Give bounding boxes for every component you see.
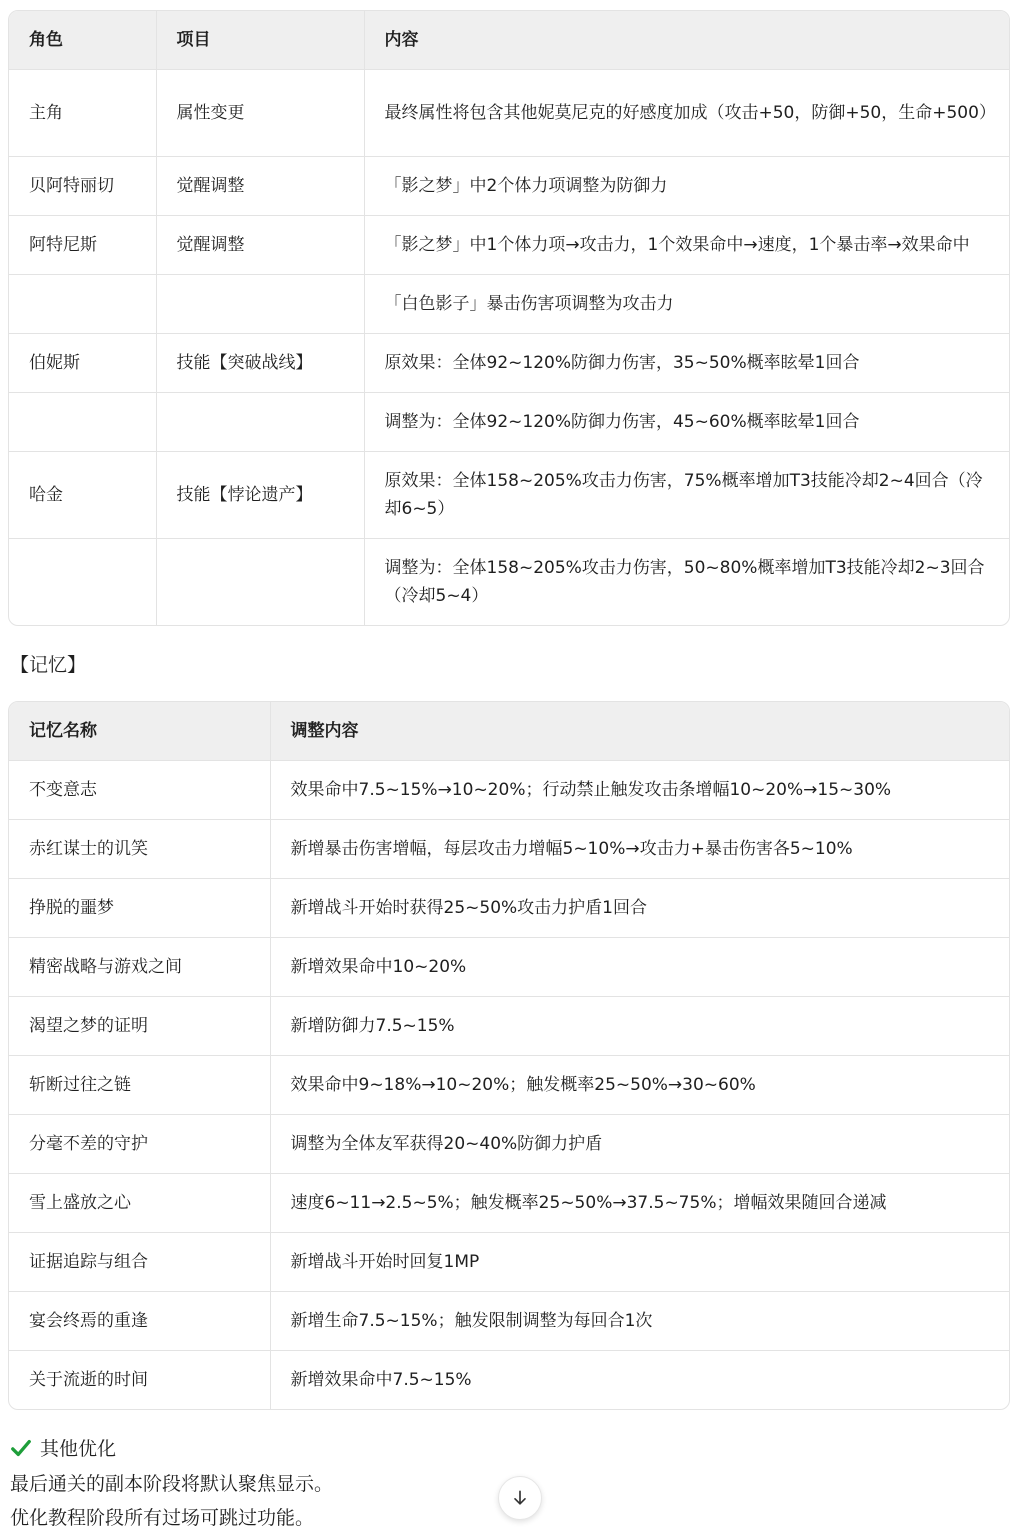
table-row [9, 393, 1009, 452]
header-adjustment: 调整内容 [270, 702, 1009, 761]
role-cell: 阿特尼斯 [9, 216, 156, 275]
content-cell: 「影之梦」中1个体力项→攻击力，1个效果命中→速度，1个暴击率→效果命中 [364, 216, 1009, 275]
table-row [9, 1115, 1009, 1174]
table-row [9, 1233, 1009, 1292]
table-row [9, 761, 1009, 820]
memory-adjustment-table [8, 701, 1010, 1410]
table-row [9, 334, 1009, 393]
check-icon [10, 1437, 32, 1459]
table-row [9, 879, 1009, 938]
memory-name-cell: 关于流逝的时间 [9, 1351, 270, 1410]
arrow-down-icon [510, 1488, 530, 1508]
memory-name-cell: 挣脱的噩梦 [9, 879, 270, 938]
memory-content-cell: 新增暴击伤害增幅，每层攻击力增幅5~10%→攻击力+暴击伤害各5~10% [270, 820, 1009, 879]
role-cell: 主角 [9, 70, 156, 157]
memory-content-cell: 效果命中9~18%→10~20%；触发概率25~50%→30~60% [270, 1056, 1009, 1115]
memory-name-cell: 赤红谋士的讥笑 [9, 820, 270, 879]
table-row [9, 1174, 1009, 1233]
table-header-row [9, 702, 1009, 761]
content-cell: 原效果：全体92~120%防御力伤害，35~50%概率眩晕1回合 [364, 334, 1009, 393]
table-row [9, 539, 1009, 626]
other-line-1: 最后通关的副本阶段将默认聚焦显示。 [10, 1473, 334, 1495]
item-cell [156, 393, 364, 452]
role-cell [9, 275, 156, 334]
other-line-2: 优化教程阶段所有过场可跳过功能。 [10, 1507, 315, 1529]
table-row [9, 216, 1009, 275]
memory-content-cell: 新增战斗开始时回复1MP [270, 1233, 1009, 1292]
content-cell: 调整为：全体92~120%防御力伤害，45~60%概率眩晕1回合 [364, 393, 1009, 452]
table-row [9, 70, 1009, 157]
table-header-row [9, 11, 1009, 70]
content-cell: 「白色影子」暴击伤害项调整为攻击力 [364, 275, 1009, 334]
table-row [9, 275, 1009, 334]
item-cell: 属性变更 [156, 70, 364, 157]
content-cell: 最终属性将包含其他妮莫尼克的好感度加成（攻击+50，防御+50，生命+500） [364, 70, 1009, 157]
content-cell: 原效果：全体158~205%攻击力伤害，75%概率增加T3技能冷却2~4回合（冷却6~5） [364, 452, 1009, 539]
memory-content-cell: 新增效果命中10~20% [270, 938, 1009, 997]
role-cell [9, 393, 156, 452]
header-content: 内容 [364, 11, 1009, 70]
scroll-down-button[interactable] [498, 1476, 542, 1520]
role-cell [9, 539, 156, 626]
item-cell: 觉醒调整 [156, 216, 364, 275]
table-row [9, 452, 1009, 539]
item-cell [156, 539, 364, 626]
item-cell: 觉醒调整 [156, 157, 364, 216]
memory-content-cell: 新增生命7.5~15%；触发限制调整为每回合1次 [270, 1292, 1009, 1351]
character-adjustment-table [8, 10, 1010, 626]
memory-content-cell: 速度6~11→2.5~5%；触发概率25~50%→37.5~75%；增幅效果随回合递减 [270, 1174, 1009, 1233]
role-cell: 贝阿特丽切 [9, 157, 156, 216]
table-row [9, 938, 1009, 997]
item-cell [156, 275, 364, 334]
memory-content-cell: 新增战斗开始时获得25~50%攻击力护盾1回合 [270, 879, 1009, 938]
content-cell: 调整为：全体158~205%攻击力伤害，50~80%概率增加T3技能冷却2~3回合（冷却5~4） [384, 558, 985, 606]
content-cell: 「影之梦」中2个体力项调整为防御力 [364, 157, 1009, 216]
other-section-title: 其他优化 [40, 1438, 117, 1460]
memory-name-cell: 分毫不差的守护 [9, 1115, 270, 1174]
table-row [9, 1351, 1009, 1410]
memory-content-cell: 效果命中7.5~15%→10~20%；行动禁止触发攻击条增幅10~20%→15~30% [270, 761, 1009, 820]
table-row [9, 1292, 1009, 1351]
header-item: 项目 [156, 11, 364, 70]
memory-name-cell: 渴望之梦的证明 [9, 997, 270, 1056]
table-row [9, 157, 1009, 216]
item-cell: 技能【悖论遗产】 [156, 452, 364, 539]
memory-content-cell: 新增效果命中7.5~15% [290, 1370, 472, 1390]
memory-name-cell: 精密战略与游戏之间 [9, 938, 270, 997]
role-cell: 伯妮斯 [9, 334, 156, 393]
role-cell: 哈金 [9, 452, 156, 539]
table-row [9, 997, 1009, 1056]
memory-name-cell: 宴会终焉的重逢 [9, 1292, 270, 1351]
header-role: 角色 [9, 11, 156, 70]
header-memory-name: 记忆名称 [9, 702, 270, 761]
table-row [9, 820, 1009, 879]
memory-name-cell: 雪上盛放之心 [9, 1174, 270, 1233]
table-row [9, 1056, 1009, 1115]
other-section-title-row [10, 1434, 116, 1461]
memory-content-cell: 新增防御力7.5~15% [270, 997, 1009, 1056]
memory-content-cell: 调整为全体友军获得20~40%防御力护盾 [270, 1115, 1009, 1174]
memory-name-cell: 不变意志 [9, 761, 270, 820]
item-cell: 技能【突破战线】 [156, 334, 364, 393]
memory-name-cell: 斩断过往之链 [9, 1056, 270, 1115]
memory-name-cell: 证据追踪与组合 [9, 1233, 270, 1292]
memory-section-title: 【记忆】 [10, 654, 87, 676]
